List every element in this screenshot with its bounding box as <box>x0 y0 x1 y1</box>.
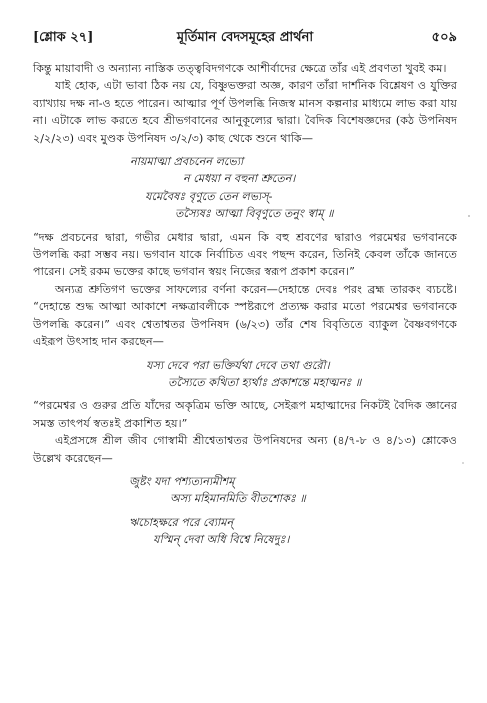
verse-line: যস্মিন্ দেবা অধি বিশ্বে নিষেদুঃ। <box>153 533 290 547</box>
paragraph-5: “পরমেশ্বর ও গুরুর প্রতি যাঁদের অকৃত্রিম ভক্তি আছে, সেইরূপ মহাত্মাদের নিকটই বৈদিক জ্ঞানের সমস্ত তাৎপর্য স্বতঃই প্রকাশিত হয়।” <box>33 399 457 430</box>
verse-line: যস্য দেবে পরা ভক্তির্যথা দেবে তথা গুরৌ। <box>146 358 330 372</box>
verse-line: তস্যৈষঃ আত্মা বিবৃণুতে তনুং স্বাম্ ॥ <box>175 207 334 221</box>
chapter-title: মূর্তিমান বেদসমূহের প্রার্থনা <box>176 30 314 45</box>
verse-line: যমেবৈষঃ বৃণুতে তেন লভ্যস্- <box>145 189 273 203</box>
paragraph-1: কিন্তু মায়াবাদী ও অন্যান্য নাস্তিক তত্ত্ববিদগণকে আশীর্বাদের ক্ষেত্রে তাঁর এই প্রবণতা খুবই কম। <box>33 62 447 75</box>
verse-line: তস্যৈতে কথিতা হ্যর্থাঃ প্রকাশন্তে মহাত্মনঃ ॥ <box>168 375 362 389</box>
page-body <box>33 60 457 555</box>
verse-line: জুষ্টং যদা পশ্যত্যন্যমীশম্ <box>129 474 235 488</box>
scan-speck <box>468 215 470 217</box>
verse-line: অস্য মহিমানমিতি বীতশোকঃ ॥ <box>170 492 306 506</box>
verse-block-1 <box>33 153 457 223</box>
verse-reference: [শ্লোক ২৭] <box>33 30 94 45</box>
paragraph-4: অন্যত্র শ্রুতিগণ ভক্তের সাফল্যের বর্ণনা করেন—দেহান্তে দেবঃ পরং ব্রহ্ম তারকং ব্যচষ্টে। “দেহান্তে শুদ্ধ আত্মা আকাশে নক্ষত্রাবলীকে স্পষ্টরূপে প্রত্যক্ষ করার মতো পরমেশ্বর ভগবানকে উপলব্ধি করেন।” এবং শ্বেতাশ্বতর উপনিষদ (৬/২৩) তাঁর শেষ বিবৃতিতে ব্যাকুল বৈষ্ণবগণকে এইরূপ উৎসাহ দান করছেন— <box>33 282 457 349</box>
verse-block-3 <box>33 473 457 549</box>
verse-line: ন মেধয়া ন বহুনা শ্রুতেন। <box>183 172 296 186</box>
verse-block-2 <box>33 357 457 392</box>
page-number: ৫০৯ <box>431 30 457 45</box>
verse-line: ঋচোহক্ষরে পরে ব্যোমন্ <box>129 515 234 529</box>
verse-line: নায়মাত্মা প্রবচনেন লভ্যো <box>130 155 244 169</box>
scan-speck <box>462 462 464 464</box>
paragraph-3: “দক্ষ প্রবচনের দ্বারা, গভীর মেধার দ্বারা, এমন কি বহু শ্রবণের দ্বারাও পরমেশ্বর ভগবানকে উপলব্ধি করা সম্ভব নয়। ভগবান যাকে নির্বাচিত এবং পছন্দ করেন, তিনিই কেবল তাঁকে জানতে পারেন। সেই রকম ভক্তের কাছে ভগবান স্বয়ং নিজের স্বরূপ প্রকাশ করেন।” <box>33 230 457 279</box>
page-header <box>33 28 457 48</box>
paragraph-2: যাই হোক, এটা ভাবা ঠিক নয় যে, বিষ্ণুভক্তরা অজ্ঞ, কারণ তাঁরা দার্শনিক বিশ্লেষণ ও যুক্তির ব্যাখ্যায় দক্ষ না-ও হতে পারেন। আত্মার পূর্ণ উপলব্ধি নিজস্ব মানস কল্পনার মাধ্যমে লাভ করা যায় না। এটাকে লাভ করতে হবে শ্রীভগবানের আনুকূল্যের দ্বারা। বৈদিক বিশেষজ্ঞদের (কঠ উপনিষদ ২/২/২৩) এবং মুণ্ডক উপনিষদ ৩/২/৩) কাছ থেকে শুনে থাকি— <box>33 79 457 145</box>
paragraph-6: এইপ্রসঙ্গে শ্রীল জীব গোস্বামী শ্রীশ্বেতাশ্বতর উপনিষদের অন্য (৪/৭-৮ ও ৪/১৩) শ্লোকেও উল্লেখ করেছেন— <box>33 434 457 465</box>
